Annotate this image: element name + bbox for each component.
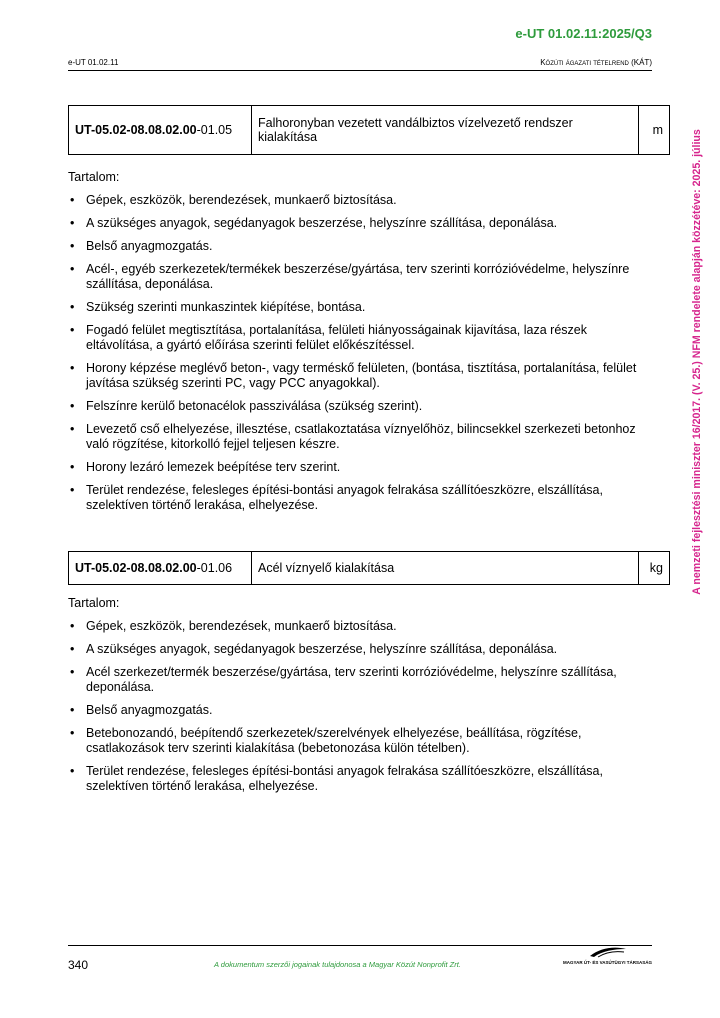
item-code-main: UT-05.02-08.08.02.00 — [75, 123, 197, 137]
item-unit: m — [639, 106, 670, 155]
header-left: e-UT 01.02.11 — [68, 58, 119, 67]
content-title: Tartalom: — [68, 170, 120, 184]
item-table-2 — [68, 551, 670, 585]
list-item: • Szükség szerinti munkaszintek kiépítése, bontása. — [68, 300, 652, 315]
list-item: • A szükséges anyagok, segédanyagok beszerzése, helyszínre szállítása, deponálása. — [68, 216, 652, 231]
list-item: • Belső anyagmozgatás. — [68, 239, 652, 254]
item-code — [69, 552, 252, 585]
item-content-1 — [68, 170, 652, 521]
logo-text: MAGYAR ÚT- ÉS VASÚTÜGYI TÁRSASÁG — [562, 960, 652, 965]
list-item: • Fogadó felület megtisztítása, portalanítása, felületi hiányosságainak kijavítása, laza részek eltávolítása, a gyártó előírása szerinti felület előkészítéssel. — [68, 323, 652, 353]
list-item: • Felszínre kerülő betonacélok passziválása (szükség szerint). — [68, 399, 652, 414]
item-code-main: UT-05.02-08.08.02.00 — [75, 561, 197, 575]
item-row — [69, 106, 670, 155]
item-code — [69, 106, 252, 155]
list-item: • Gépek, eszközök, berendezések, munkaerő biztosítása. — [68, 619, 652, 634]
list-item: • Gépek, eszközök, berendezések, munkaerő biztosítása. — [68, 193, 652, 208]
side-note-text: A nemzeti fejlesztési miniszter 16/2017. (V. 25.) NFM rendelete alapján közzétéve: 2025. július — [691, 129, 703, 595]
header-rule — [68, 70, 652, 71]
list-item: • Betebonozandó, beépítendő szerkezetek/szerelvények elhelyezése, beállítása, rögzítése, csatlakozások terv szerinti kialakítása (bebetonozása külön tételben). — [68, 726, 652, 756]
header-right — [540, 58, 652, 67]
item-table-1 — [68, 105, 670, 155]
list-item: • A szükséges anyagok, segédanyagok beszerzése, helyszínre szállítása, deponálása. — [68, 642, 652, 657]
list-item: • Terület rendezése, felesleges építési-bontási anyagok felrakása szállítóeszközre, elszállítása, szelektíven történő lerakása, elhelyezése. — [68, 483, 652, 513]
road-swoosh-icon — [588, 946, 628, 958]
list-item: • Horony lezáró lemezek beépítése terv szerint. — [68, 460, 652, 475]
side-publication-note — [686, 92, 708, 632]
item-unit: kg — [639, 552, 670, 585]
content-title: Tartalom: — [68, 596, 120, 610]
content-list — [68, 193, 652, 513]
list-item: • Belső anyagmozgatás. — [68, 703, 652, 718]
header-right-text: Közúti ágazati tételrend (KÁT) — [540, 58, 652, 67]
item-description: Falhoronyban vezetett vandálbiztos vízelvezető rendszer kialakítása — [252, 106, 639, 155]
item-code-suffix: -01.05 — [196, 123, 233, 137]
list-item: • Acél-, egyéb szerkezetek/termékek beszerzése/gyártása, terv szerinti korrózióvédelme, helyszínre szállítása, deponálása. — [68, 262, 652, 292]
item-description: Acél víznyelő kialakítása — [252, 552, 639, 585]
list-item: • Terület rendezése, felesleges építési-bontási anyagok felrakása szállítóeszközre, elszállítása, szelektíven történő lerakása, elhelyezése. — [68, 764, 652, 794]
item-row — [69, 552, 670, 585]
list-item: • Levezető cső elhelyezése, illesztése, csatlakoztatása víznyelőhöz, bilincsekkel szerkezeti betonhoz való rögzítése, kitorkolló fejjel teljesen készre. — [68, 422, 652, 452]
page-number: 340 — [68, 958, 89, 972]
item-content-2 — [68, 596, 652, 802]
publisher-logo — [560, 946, 655, 970]
document-code: e-UT 01.02.11:2025/Q3 — [515, 26, 652, 41]
content-list — [68, 619, 652, 794]
list-item: • Acél szerkezet/termék beszerzése/gyártása, terv szerinti korrózióvédelme, helyszínre szállítása, deponálása. — [68, 665, 652, 695]
item-code-suffix: -01.06 — [196, 561, 233, 575]
copyright-notice: A dokumentum szerzői jogainak tulajdonosa a Magyar Közút Nonprofit Zrt. — [214, 960, 461, 969]
list-item: • Horony képzése meglévő beton-, vagy terméskő felületen, (bontása, tisztítása, portalanítása, felület javítása szükség szerinti PC, vagy PCC anyagokkal). — [68, 361, 652, 391]
